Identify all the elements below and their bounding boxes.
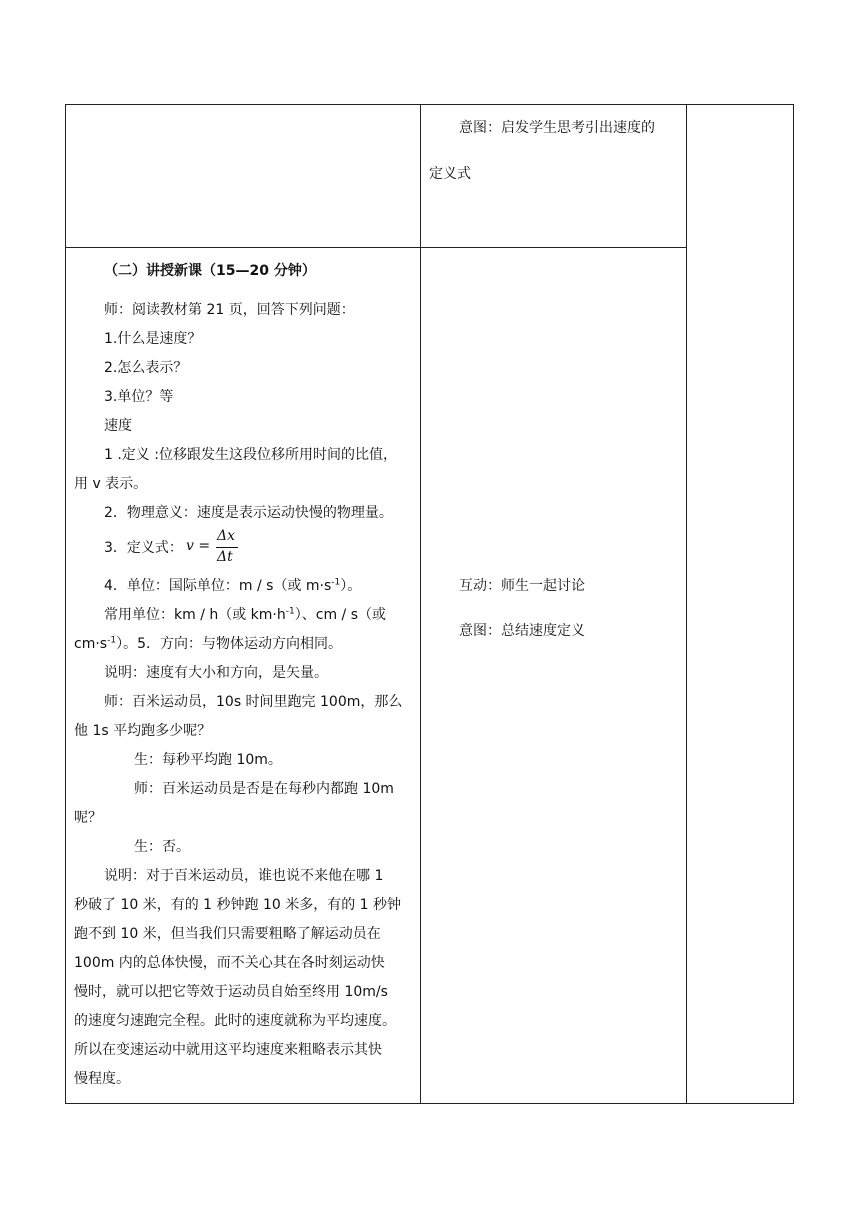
section-title: （二）讲授新课（15—20 分钟）: [104, 263, 316, 279]
definition-line2: 用 v 表示。: [74, 476, 148, 492]
direction-text: ）。5．方向：与物体运动方向相同。: [116, 636, 342, 652]
column-divider-1: [420, 105, 421, 1103]
cm-unit-text: cm·s: [74, 636, 108, 652]
explanation-line: 的速度匀速跑完全程。此时的速度就称为平均速度。: [74, 1013, 396, 1029]
explanation-line: 说明：对于百米运动员，谁也说不来他在哪 1: [104, 868, 384, 884]
student-answer-2: 生：否。: [134, 839, 190, 855]
topic-heading: 速度: [104, 418, 132, 434]
common-unit-superscript: -1: [285, 606, 295, 617]
unit-line: [104, 576, 361, 596]
physical-meaning: 2．物理意义：速度是表示运动快慢的物理量。: [104, 505, 393, 521]
formula-denominator: Δt: [217, 549, 233, 565]
explanation-line: 慢时，就可以把它等效于运动员自始至终用 10m/s: [74, 984, 388, 1000]
definition-line1: 1 .定义 :位移跟发生这段位移所用时间的比值，: [104, 447, 397, 463]
unit-text: 4．单位：国际单位：m / s（或 m·s: [104, 578, 332, 594]
cm-unit-superscript: -1: [107, 635, 117, 646]
question-3: 3.单位？等: [104, 389, 174, 405]
explanation-line: 跑不到 10 米，但当我们只需要粗略了解运动员在: [74, 926, 381, 942]
question-2: 2.怎么表示？: [104, 360, 188, 376]
interaction-note: 互动：师生一起讨论: [459, 578, 585, 594]
intent-text-line1: 意图：启发学生思考引出速度的: [459, 120, 655, 136]
vector-note: 说明：速度有大小和方向，是矢量。: [104, 665, 328, 681]
teacher-question-2-line1: 师：百米运动员是否是在每秒内都跑 10m: [134, 781, 394, 797]
teacher-prompt: 师：阅读教材第 21 页，回答下列问题：: [104, 302, 355, 318]
formula-numerator: Δx: [217, 528, 236, 544]
common-unit-line: [104, 605, 386, 625]
formula-lhs: v =: [186, 538, 211, 554]
unit-superscript: -1: [331, 577, 341, 588]
teacher-question-2-line2: 呢？: [74, 810, 102, 826]
row-divider-col1: [66, 247, 421, 248]
explanation-line: 所以在变速运动中就用这平均速度来粗略表示其快: [74, 1042, 382, 1058]
sprinter-question-line1: 师：百米运动员，10s 时间里跑完 100m，那么: [104, 694, 403, 710]
column-divider-2: [686, 105, 687, 1103]
explanation-line: 秒破了 10 米，有的 1 秒钟跑 10 米多，有的 1 秒钟: [74, 897, 402, 913]
explanation-line: 慢程度。: [74, 1071, 130, 1087]
unit-text-end: ）。: [340, 578, 362, 594]
question-1: 1.什么是速度？: [104, 331, 202, 347]
intent-text-line2: 定义式: [429, 166, 471, 182]
formula-fraction: [216, 528, 238, 568]
common-unit-text: 常用单位：km / h（或 km·h: [104, 607, 286, 623]
sprinter-question-line2: 他 1s 平均跑多少呢？: [74, 723, 212, 739]
fraction-bar: [216, 547, 238, 548]
intent-note: 意图：总结速度定义: [459, 623, 585, 639]
row-divider-col2: [420, 247, 686, 248]
explanation-line: 100m 内的总体快慢，而不关心其在各时刻运动快: [74, 955, 385, 971]
common-unit-text-end: ）、cm / s（或: [294, 607, 386, 623]
formula-label: 3．定义式：: [104, 540, 183, 556]
cm-unit-line: [74, 634, 342, 654]
student-answer-1: 生：每秒平均跑 10m。: [134, 752, 282, 768]
